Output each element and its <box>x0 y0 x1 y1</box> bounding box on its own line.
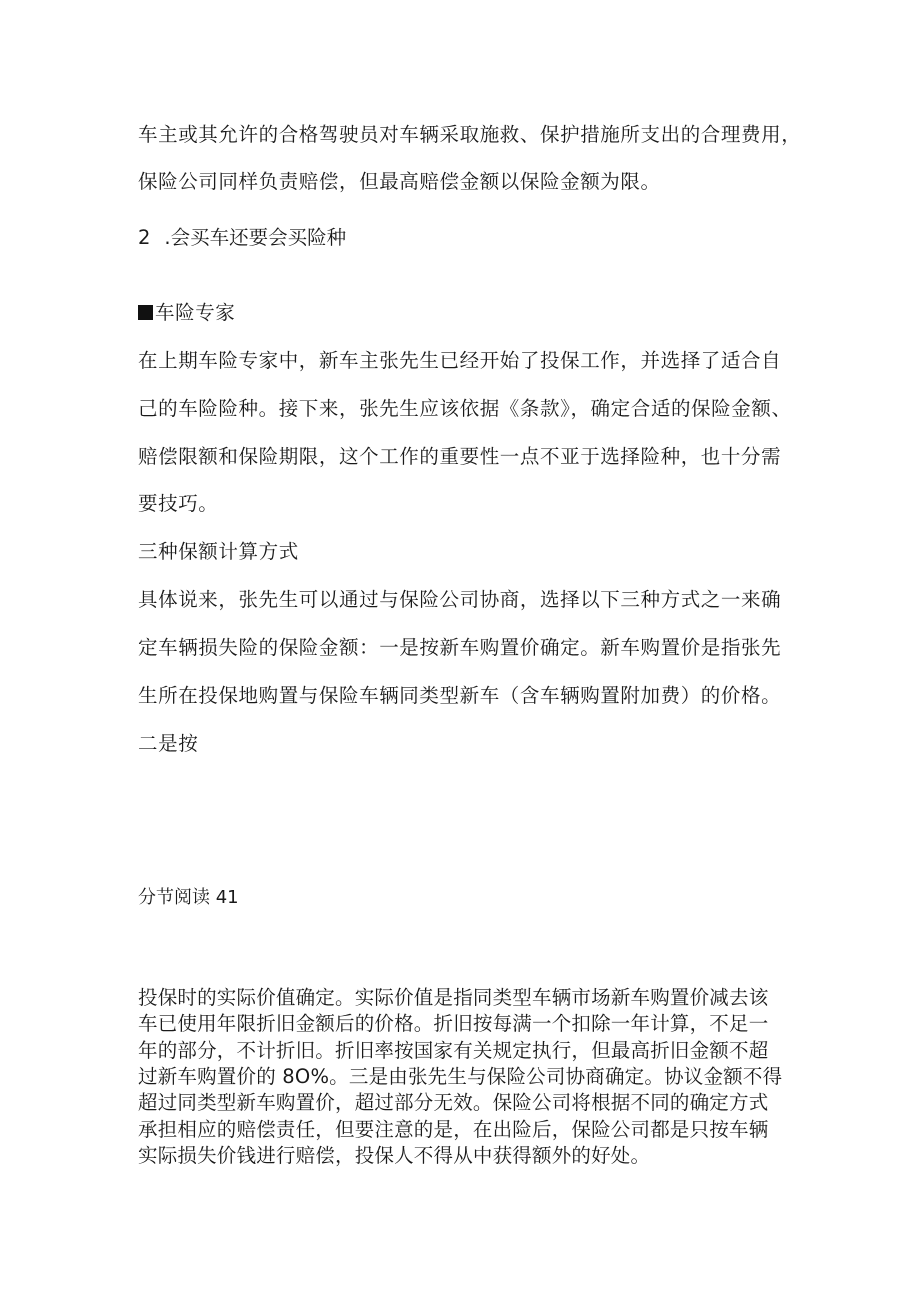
paragraph-line: 具体说来，张先生可以通过与保险公司协商，选择以下三种方式之一来确 <box>138 588 782 611</box>
paragraph-line: 要技巧。 <box>138 492 219 515</box>
heading-text: .会买车还要会买险种 <box>164 226 347 249</box>
paragraph-line: 车主或其允许的合格驾驶员对车辆采取施救、保护措施所支出的合理费用， <box>138 123 802 146</box>
paragraph-line: 过新车购置价的 8O%。三是由张先生与保险公司协商确定。协议金额不得 <box>138 1065 783 1088</box>
paragraph-line: 承担相应的赔偿责任，但要注意的是，在出险后，保险公司都是只按车辆 <box>138 1118 769 1141</box>
paragraph-line: 己的车险险种。接下来，张先生应该依据《条款》，确定合适的保险金额、 <box>138 397 792 420</box>
section-heading <box>138 228 346 248</box>
subheading: 三种保额计算方式 <box>138 540 299 563</box>
paragraph-line: 赔偿限额和保险期限，这个工作的重要性一点不亚于选择险种，也十分需 <box>138 445 782 468</box>
paragraph-line: 年的部分，不计折旧。折旧率按国家有关规定执行，但最高折旧金额不超 <box>138 1039 769 1062</box>
heading-number: 2 <box>138 226 151 249</box>
expert-heading <box>138 303 235 323</box>
paragraph-line: 生所在投保地购置与保险车辆同类型新车（含车辆购置附加费）的价格。 <box>138 684 782 707</box>
paragraph-line: 在上期车险专家中，新车主张先生已经开始了投保工作，并选择了适合自 <box>138 349 782 372</box>
paragraph-line: 定车辆损失险的保险金额：一是按新车购置价确定。新车购置价是指张先 <box>138 636 782 659</box>
black-square-icon <box>138 305 153 320</box>
paragraph-line: 投保时的实际价值确定。实际价值是指同类型车辆市场新车购置价减去该 <box>138 986 769 1009</box>
paragraph-line: 车已使用年限折旧金额后的价格。折旧按每满一个扣除一年计算，不足一 <box>138 1012 769 1035</box>
paragraph-line: 二是按 <box>138 732 199 755</box>
paragraph-line: 保险公司同样负责赔偿，但最高赔偿金额以保险金额为限。 <box>138 170 661 193</box>
expert-heading-text: 车险专家 <box>155 301 236 324</box>
section-label: 分节阅读 41 <box>138 887 239 908</box>
paragraph-line: 实际损失价钱进行赔偿，投保人不得从中获得额外的好处。 <box>138 1144 651 1167</box>
paragraph-line: 超过同类型新车购置价，超过部分无效。保险公司将根据不同的确定方式 <box>138 1091 769 1114</box>
